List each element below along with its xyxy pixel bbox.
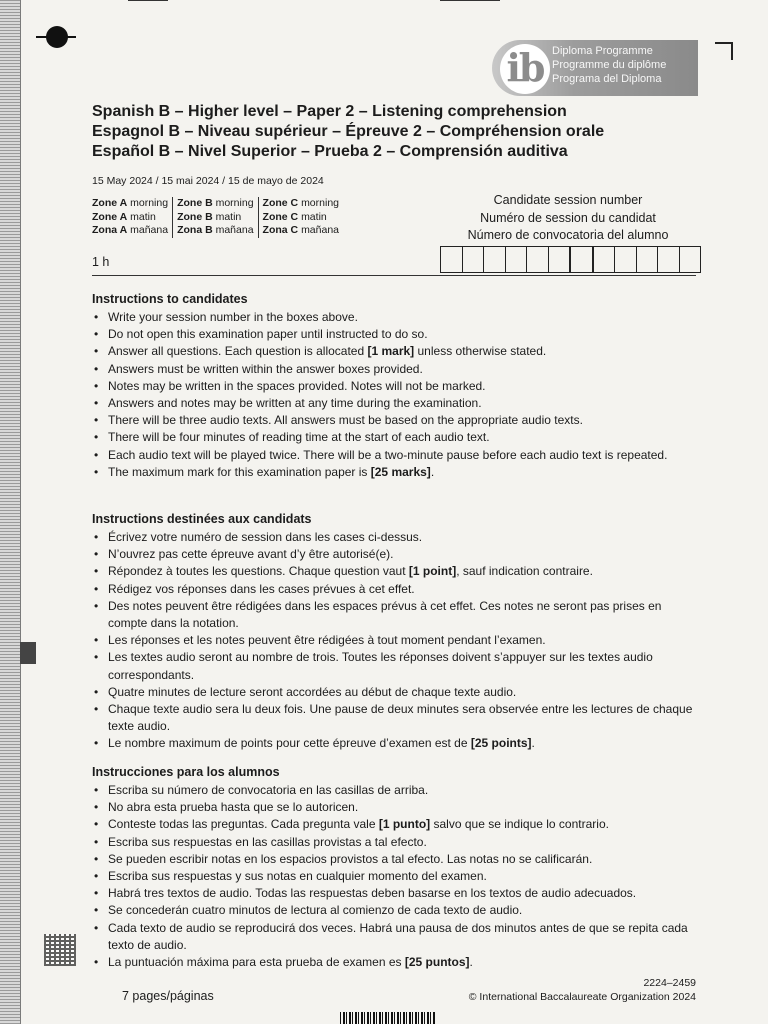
instruction-item: [92, 735, 696, 752]
instruction-text: .: [430, 464, 435, 479]
zone-cell: [173, 211, 258, 225]
session-number-box[interactable]: [484, 247, 506, 272]
instruction-text: There will be four minutes of reading time at the start of each audio text.: [108, 430, 490, 445]
zone-name: Zone A: [92, 210, 128, 223]
instruction-mark: [1 mark]: [367, 344, 415, 359]
zones-row: [92, 197, 343, 211]
zone-name: Zona B: [177, 224, 213, 236]
instruction-item: [92, 546, 696, 563]
instruction-item: [92, 851, 696, 868]
copyright: © International Baccalaureate Organization 2024: [468, 991, 696, 1003]
session-number-box[interactable]: [527, 247, 549, 272]
instruction-item: [92, 529, 696, 546]
paper-title: Espagnol B – Niveau supérieur – Épreuve 2 – Compréhension orale: [92, 123, 605, 140]
session-number-box[interactable]: [549, 247, 572, 272]
instruction-item: [92, 378, 696, 395]
ib-logo-icon: ib: [500, 44, 550, 94]
instruction-item: [92, 782, 696, 799]
paper-title: Español B – Nivel Superior – Prueba 2 – Comprensión auditiva: [92, 143, 568, 160]
instruction-text: There will be three audio texts. All answers must be based on the appropriate audio texts.: [108, 413, 583, 428]
instructions-heading: Instructions destinées aux candidats: [92, 512, 312, 526]
session-number-box[interactable]: [594, 247, 616, 272]
instruction-item: [92, 563, 696, 580]
instruction-mark: [1 punto]: [378, 817, 431, 832]
instruction-text: Write your session number in the boxes above.: [108, 310, 358, 324]
instruction-item: [92, 701, 696, 735]
zone-name: Zona A: [92, 224, 128, 236]
edge-tab: [20, 642, 36, 664]
zone-time: mañana: [130, 224, 169, 236]
instruction-text: Écrivez votre numéro de session dans les cases ci-dessus.: [108, 530, 423, 544]
zone-cell: [92, 197, 173, 211]
instruction-mark: [25 points]: [470, 736, 532, 751]
instruction-text: Cada texto de audio se reproducirá dos veces. Habrá una pausa de dos minutos antes de que se repita cada texto de audio.: [108, 920, 688, 952]
zone-time: mañana: [215, 224, 254, 236]
zone-cell: [173, 197, 258, 211]
zone-cell: [173, 224, 258, 238]
instruction-mark: [25 marks]: [370, 464, 431, 479]
header-divider: [92, 275, 696, 276]
programme-name: Diploma Programme: [552, 45, 653, 57]
zone-name: Zone B: [177, 210, 213, 223]
zone-name: Zona C: [262, 224, 299, 236]
instruction-text: .: [469, 955, 473, 970]
corner-crop-mark: [715, 42, 733, 60]
instruction-text: Escriba su número de convocatoria en las casillas de arriba.: [108, 783, 429, 797]
zone-name: Zone B: [177, 197, 213, 209]
instruction-text: Se concederán cuatro minutos de lectura al comienzo de cada texto de audio.: [108, 903, 523, 918]
instruction-text: Answers and notes may be written at any time during the examination.: [108, 396, 482, 411]
instruction-text: Escriba sus respuestas y sus notas en cualquier momento del examen.: [108, 869, 487, 884]
zone-cell: [258, 197, 343, 211]
top-rule: [128, 0, 168, 1]
top-rule: [440, 0, 500, 1]
instruction-item: [92, 412, 696, 429]
candidate-label: Número de convocatoria del alumno: [467, 228, 669, 242]
instruction-text: Les réponses et les notes peuvent être rédigées à tout moment pendant l’examen.: [108, 633, 546, 648]
qr-code-icon: [44, 934, 76, 966]
candidate-label: Candidate session number: [493, 193, 643, 207]
instruction-item: [92, 816, 696, 833]
instruction-item: [92, 834, 696, 851]
session-number-boxes: [440, 246, 701, 273]
paper-titles: [92, 102, 604, 162]
session-number-box[interactable]: [658, 247, 680, 272]
zones-row: [92, 211, 343, 225]
instruction-mark: [1 point]: [408, 564, 457, 579]
zone-cell: [258, 224, 343, 238]
session-number-box[interactable]: [463, 247, 485, 272]
instruction-text: No abra esta prueba hasta que se lo autoricen.: [108, 800, 359, 815]
instruction-item: [92, 395, 696, 412]
paper-title: Spanish B – Higher level – Paper 2 – Listening comprehension: [92, 103, 567, 120]
instruction-text: unless otherwise stated.: [414, 344, 547, 359]
programme-name: Programme du diplôme: [552, 59, 667, 71]
zone-time: matin: [215, 210, 242, 223]
instruction-item: [92, 309, 696, 326]
zone-name: Zone C: [262, 197, 299, 209]
instructions-list: [92, 529, 696, 753]
session-number-box[interactable]: [506, 247, 528, 272]
zone-time: matin: [301, 210, 327, 223]
zones-row: [92, 224, 343, 238]
instruction-item: [92, 361, 696, 378]
scan-edge-line: [20, 0, 21, 1024]
instruction-text: salvo que se indique lo contrario.: [430, 817, 609, 832]
instruction-item: [92, 447, 696, 464]
instruction-item: [92, 343, 696, 360]
instruction-text: Le nombre maximum de points pour cette épreuve d’examen est de: [108, 736, 471, 751]
instruction-item: [92, 632, 696, 649]
zone-cell: [258, 211, 343, 225]
instruction-text: The maximum mark for this examination paper is: [108, 464, 371, 479]
instruction-item: [92, 429, 696, 446]
instructions-list: [92, 309, 696, 481]
instruction-text: Escriba sus respuestas en las casillas provistas a tal efecto.: [108, 834, 427, 849]
instruction-text: .: [531, 736, 535, 751]
zone-name: Zone C: [262, 210, 299, 223]
instruction-text: N’ouvrez pas cette épreuve avant d’y être autorisé(e).: [108, 547, 394, 562]
instruction-text: , sauf indication contraire.: [456, 564, 593, 579]
instruction-text: La puntuación máxima para esta prueba de examen es: [108, 955, 405, 970]
instruction-item: [92, 885, 696, 902]
instruction-text: Quatre minutes de lecture seront accordées au début de chaque texte audio.: [108, 684, 517, 699]
instruction-item: [92, 598, 696, 632]
instruction-text: Answers must be written within the answer boxes provided.: [108, 361, 423, 376]
instruction-text: Do not open this examination paper until instructed to do so.: [108, 327, 428, 342]
instructions-heading: Instrucciones para los alumnos: [92, 765, 280, 779]
zone-time: morning: [130, 197, 169, 209]
session-number-box[interactable]: [441, 247, 463, 272]
duration: 1 h: [92, 255, 110, 269]
zone-cell: [92, 211, 173, 225]
instruction-text: Les textes audio seront au nombre de trois. Toutes les réponses doivent s’appuyer sur les textes audio correspondants.: [108, 650, 653, 682]
zone-name: Zone A: [92, 197, 128, 209]
instructions-heading: Instructions to candidates: [92, 292, 248, 306]
instruction-item: [92, 684, 696, 701]
instruction-text: Answer all questions. Each question is allocated: [108, 344, 368, 359]
instruction-item: [92, 326, 696, 343]
zone-time: morning: [301, 197, 339, 209]
instructions-en: [92, 292, 696, 481]
instruction-item: [92, 954, 696, 971]
session-number-box[interactable]: [615, 247, 637, 272]
page-count: 7 pages/páginas: [122, 989, 214, 1003]
exam-date: 15 May 2024 / 15 mai 2024 / 15 de mayo de 2024: [92, 175, 324, 187]
zones-table: [92, 197, 343, 238]
instruction-item: [92, 799, 696, 816]
instruction-text: Each audio text will be played twice. There will be a two-minute pause before each audio text is repeated.: [108, 447, 668, 462]
scan-edge: [0, 0, 20, 1024]
programme-names: [552, 44, 666, 86]
instruction-text: Conteste todas las preguntas. Cada pregunta vale: [108, 817, 379, 832]
instruction-mark: [25 puntos]: [404, 955, 470, 970]
zone-time: morning: [215, 197, 254, 209]
punch-mark: [36, 36, 76, 38]
candidate-session-label: [440, 192, 696, 245]
instruction-text: Rédigez vos réponses dans les cases prévues à cet effet.: [108, 581, 415, 596]
instruction-text: Chaque texte audio sera lu deux fois. Une pause de deux minutes sera observée entre les lectures de chaque texte audio.: [108, 702, 693, 734]
zone-time: matin: [130, 210, 156, 223]
instruction-text: Habrá tres textos de audio. Todas las respuestas deben basarse en los textos de audio adecuados.: [108, 886, 637, 901]
session-number-box[interactable]: [571, 247, 594, 272]
instructions-es: [92, 765, 696, 971]
barcode-icon: [340, 1012, 436, 1024]
instruction-item: [92, 581, 696, 598]
zone-cell: [92, 224, 173, 238]
session-number-box[interactable]: [637, 247, 659, 272]
instruction-item: [92, 902, 696, 919]
session-number-box[interactable]: [680, 247, 701, 272]
instructions-list: [92, 782, 696, 971]
zone-time: mañana: [301, 224, 340, 236]
instruction-text: Des notes peuvent être rédigées dans les espaces prévus à cet effet. Ces notes ne seront pas prises en compte dans la notation.: [108, 598, 662, 631]
instructions-fr: [92, 512, 696, 753]
instruction-item: [92, 464, 696, 481]
instruction-item: [92, 649, 696, 683]
instruction-text: Répondez à toutes les questions. Chaque question vaut: [108, 564, 409, 579]
instruction-text: Notes may be written in the spaces provided. Notes will not be marked.: [108, 378, 486, 393]
instruction-item: [92, 868, 696, 885]
instruction-item: [92, 920, 696, 954]
paper-code: 2224–2459: [643, 977, 696, 989]
candidate-label: Numéro de session du candidat: [480, 210, 656, 225]
instruction-text: Se pueden escribir notas en los espacios provistos a tal efecto. Las notas no se calificarán.: [108, 851, 593, 866]
programme-name: Programa del Diploma: [552, 73, 662, 85]
